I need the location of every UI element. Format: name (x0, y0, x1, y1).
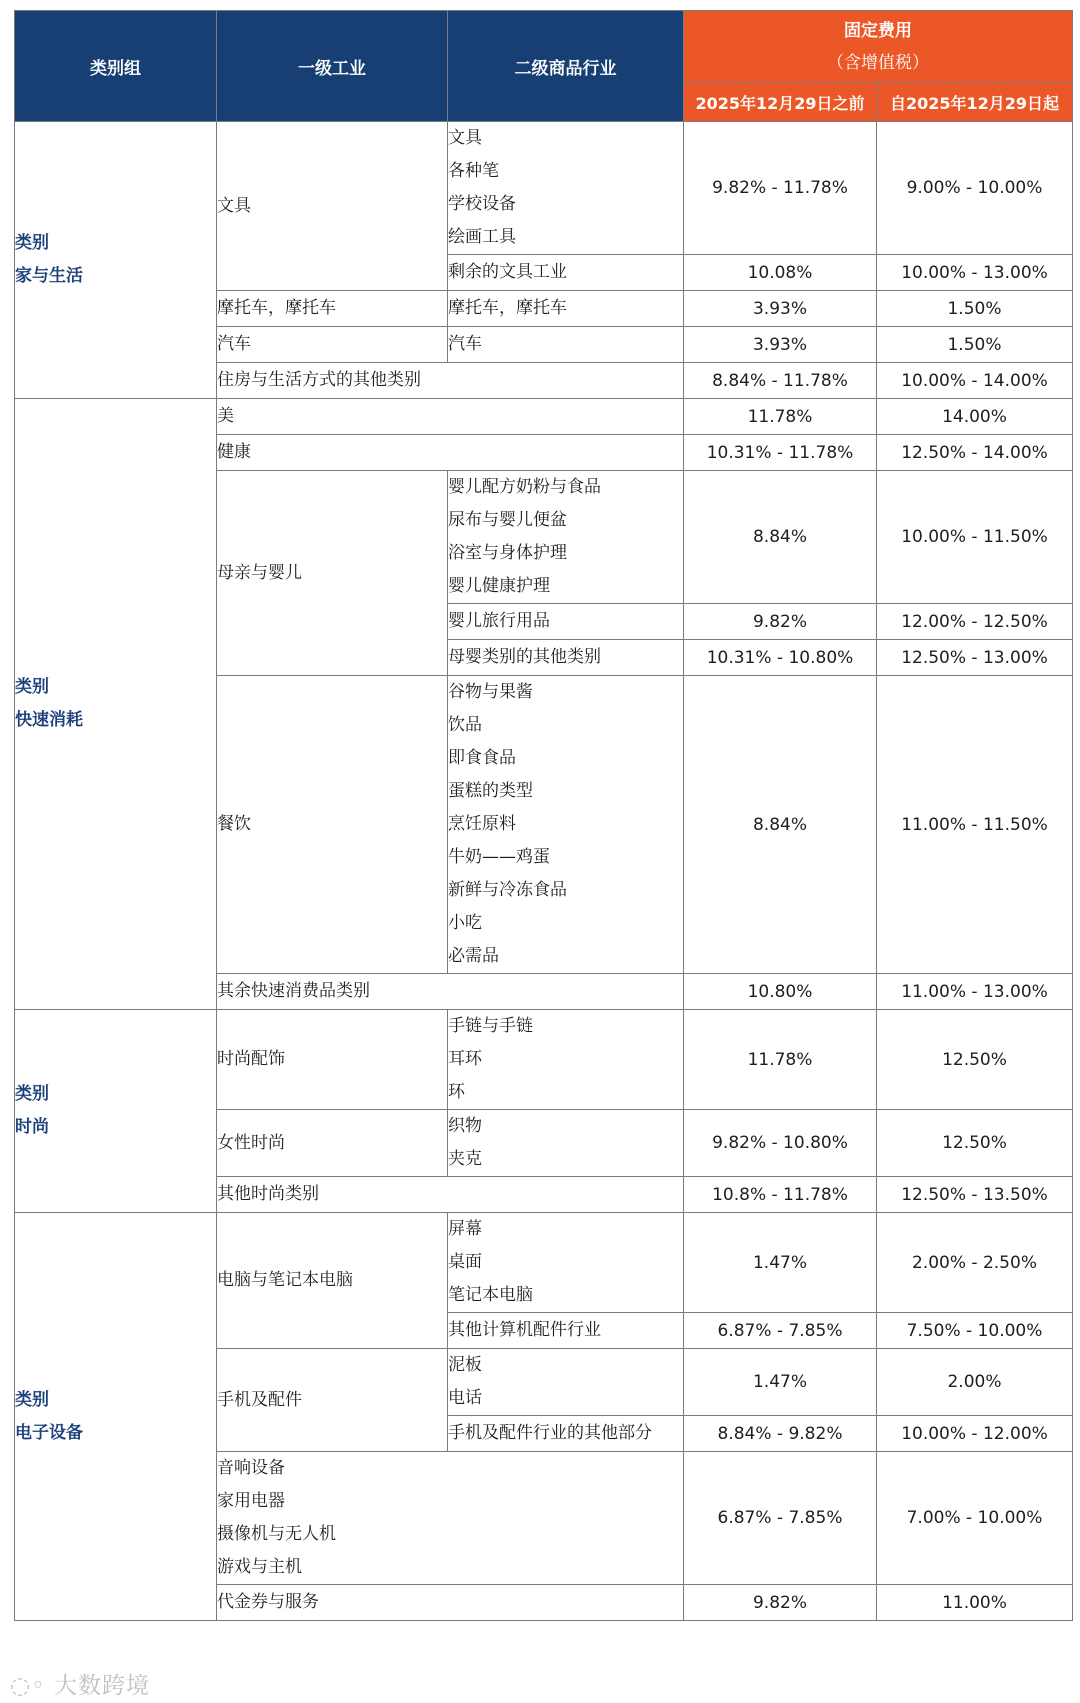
fee-after: 10.00% - 12.00% (877, 1416, 1073, 1452)
l2-food: 谷物与果酱 饮品 即食食品 蛋糕的类型 烹饪原料 牛奶——鸡蛋 新鲜与冷冻食品 小吃 必需品 (448, 676, 684, 974)
l2-women: 织物 夹克 (448, 1110, 684, 1177)
header-row (15, 11, 1073, 83)
l1-car: 汽车 (217, 327, 448, 363)
header-fixed-fee (684, 11, 1073, 83)
fee-before: 11.78% (684, 399, 877, 435)
fee-before: 8.84% - 11.78% (684, 363, 877, 399)
table-row (15, 122, 1073, 255)
fee-after: 1.50% (877, 291, 1073, 327)
fee-before: 10.08% (684, 255, 877, 291)
fee-before: 9.82% (684, 1585, 877, 1621)
fee-subtitle: （含增值税） (827, 52, 929, 73)
l1-food: 餐饮 (217, 676, 448, 974)
l1-vouchers: 代金券与服务 (217, 1585, 684, 1621)
fee-before: 3.93% (684, 327, 877, 363)
fee-after: 11.00% - 11.50% (877, 676, 1073, 974)
header-category-group: 类别组 (15, 11, 217, 122)
header-level1: 一级工业 (217, 11, 448, 122)
fee-before: 6.87% - 7.85% (684, 1452, 877, 1585)
table-row (15, 1010, 1073, 1110)
fee-before: 11.78% (684, 1010, 877, 1110)
l2-mom-other: 母婴类别的其他类别 (448, 640, 684, 676)
l2-computers: 屏幕 桌面 笔记本电脑 (448, 1213, 684, 1313)
fee-before: 8.84% (684, 676, 877, 974)
fee-after: 11.00% (877, 1585, 1073, 1621)
fee-after: 7.50% - 10.00% (877, 1313, 1073, 1349)
fee-before: 9.82% - 11.78% (684, 122, 877, 255)
l2-computer-acc: 其他计算机配件行业 (448, 1313, 684, 1349)
l2-mom-baby: 婴儿配方奶粉与食品 尿布与婴儿便盆 浴室与身体护理 婴儿健康护理 (448, 471, 684, 604)
l2-accessories: 手链与手链 耳环 环 (448, 1010, 684, 1110)
l1-appliances: 音响设备 家用电器 摄像机与无人机 游戏与主机 (217, 1452, 684, 1585)
fee-table (14, 10, 1073, 1621)
fee-after: 12.50% (877, 1010, 1073, 1110)
fee-after: 12.50% (877, 1110, 1073, 1177)
fee-before: 9.82% (684, 604, 877, 640)
l1-beauty: 美 (217, 399, 684, 435)
fee-after: 2.00% (877, 1349, 1073, 1416)
fee-before: 6.87% - 7.85% (684, 1313, 877, 1349)
group-electronics: 类别 电子设备 (15, 1213, 217, 1621)
fee-before: 10.31% - 11.78% (684, 435, 877, 471)
fee-before: 10.80% (684, 974, 877, 1010)
fee-before: 10.8% - 11.78% (684, 1177, 877, 1213)
watermark-text: 大数跨境 (53, 1673, 150, 1699)
l2-phone-other: 手机及配件行业的其他部分 (448, 1416, 684, 1452)
group-home: 类别 家与生活 (15, 122, 217, 399)
l1-women: 女性时尚 (217, 1110, 448, 1177)
fee-after: 7.00% - 10.00% (877, 1452, 1073, 1585)
fee-after: 10.00% - 11.50% (877, 471, 1073, 604)
l1-home-other: 住房与生活方式的其他类别 (217, 363, 684, 399)
watermark-logo-icon: ◌◦ (10, 1673, 46, 1699)
fee-after: 9.00% - 10.00% (877, 122, 1073, 255)
l1-fashion-other: 其他时尚类别 (217, 1177, 684, 1213)
l2-moto: 摩托车，摩托车 (448, 291, 684, 327)
fee-title: 固定费用 (844, 20, 912, 41)
table-row (15, 1213, 1073, 1313)
l2-stationery-rest: 剩余的文具工业 (448, 255, 684, 291)
fee-before: 10.31% - 10.80% (684, 640, 877, 676)
watermark (10, 1667, 150, 1700)
l2-car: 汽车 (448, 327, 684, 363)
fee-after: 12.00% - 12.50% (877, 604, 1073, 640)
group-fmcg: 类别 快速消耗 (15, 399, 217, 1010)
fee-after: 12.50% - 13.00% (877, 640, 1073, 676)
header-after-date: 自2025年12月29日起 (877, 83, 1073, 122)
fee-after: 12.50% - 14.00% (877, 435, 1073, 471)
fee-before: 3.93% (684, 291, 877, 327)
fee-after: 14.00% (877, 399, 1073, 435)
fee-after: 11.00% - 13.00% (877, 974, 1073, 1010)
l1-phones: 手机及配件 (217, 1349, 448, 1452)
table-row (15, 399, 1073, 435)
fee-before: 1.47% (684, 1349, 877, 1416)
fee-after: 10.00% - 14.00% (877, 363, 1073, 399)
l1-fmcg-other: 其余快速消费品类别 (217, 974, 684, 1010)
fee-after: 1.50% (877, 327, 1073, 363)
fee-before: 8.84% (684, 471, 877, 604)
header-level2: 二级商品行业 (448, 11, 684, 122)
l1-stationery: 文具 (217, 122, 448, 291)
l1-health: 健康 (217, 435, 684, 471)
fee-after: 12.50% - 13.50% (877, 1177, 1073, 1213)
l2-stationery: 文具 各种笔 学校设备 绘画工具 (448, 122, 684, 255)
fee-before: 1.47% (684, 1213, 877, 1313)
l2-phones: 泥板 电话 (448, 1349, 684, 1416)
fee-after: 2.00% - 2.50% (877, 1213, 1073, 1313)
l1-moto: 摩托车，摩托车 (217, 291, 448, 327)
fee-before: 8.84% - 9.82% (684, 1416, 877, 1452)
fee-before: 9.82% - 10.80% (684, 1110, 877, 1177)
header-before-date: 2025年12月29日之前 (684, 83, 877, 122)
l1-accessories: 时尚配饰 (217, 1010, 448, 1110)
group-fashion: 类别 时尚 (15, 1010, 217, 1213)
l1-mom-baby: 母亲与婴儿 (217, 471, 448, 676)
l1-computers: 电脑与笔记本电脑 (217, 1213, 448, 1349)
fee-after: 10.00% - 13.00% (877, 255, 1073, 291)
l2-baby-travel: 婴儿旅行用品 (448, 604, 684, 640)
